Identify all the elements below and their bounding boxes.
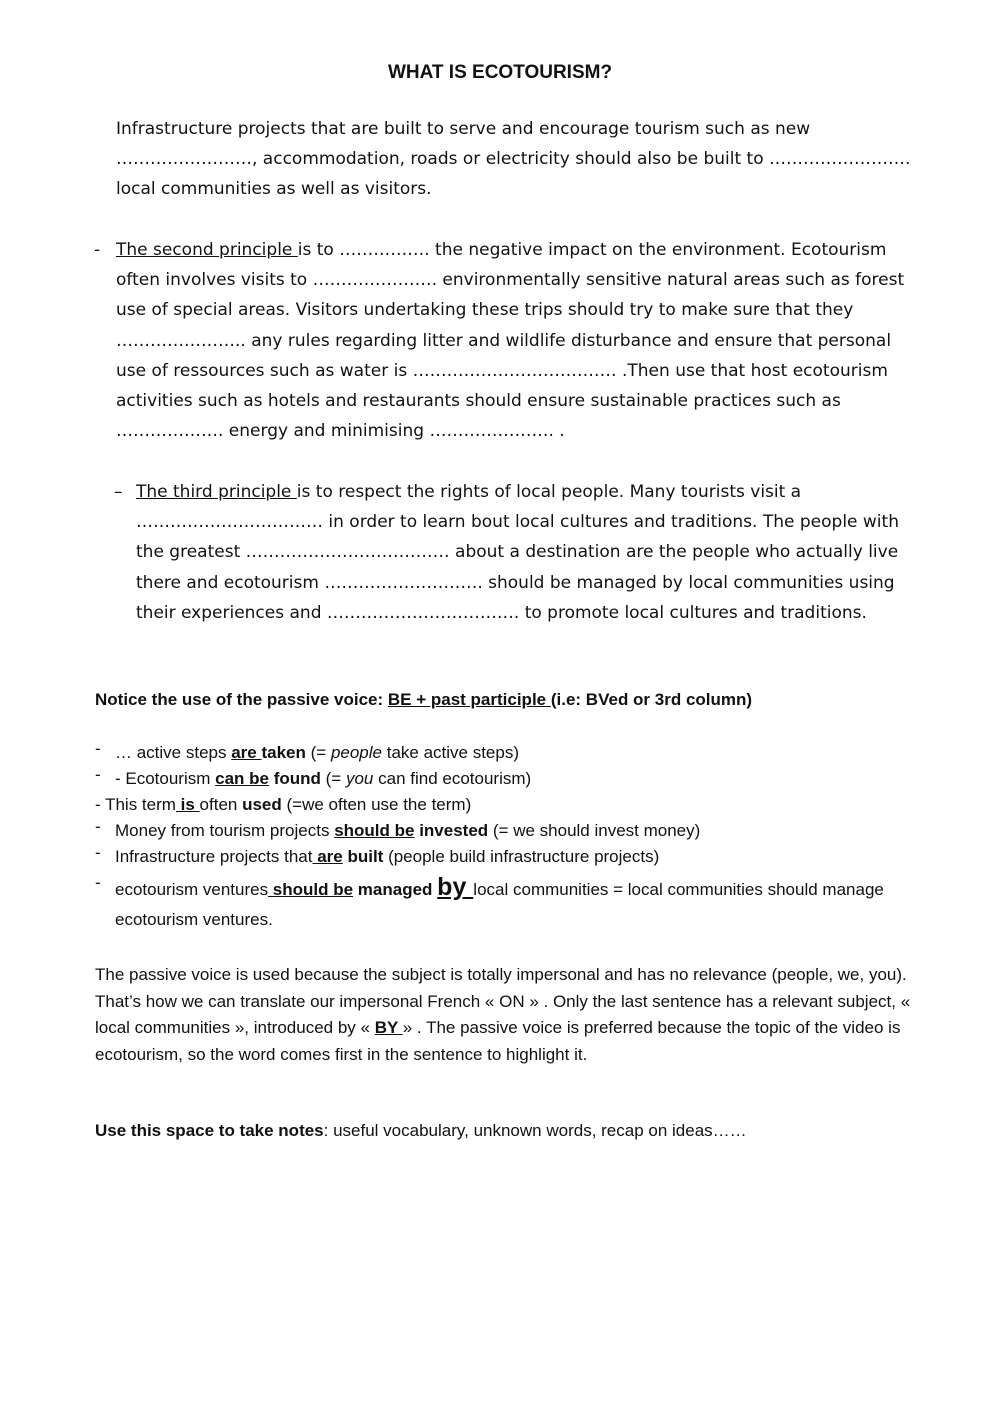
list-item: [95, 740, 915, 766]
notice-prefix: Notice the use of the passive voice:: [95, 690, 388, 709]
example-auxiliary: should be: [268, 880, 354, 899]
example-text: take active steps): [382, 743, 520, 762]
list-item: [95, 792, 915, 818]
list-item: [95, 844, 915, 870]
third-principle-section: [114, 477, 914, 628]
list-dash: -: [95, 739, 101, 758]
example-text: ecotourism ventures: [115, 880, 269, 899]
example-participle: taken: [261, 743, 306, 762]
list-dash: -: [94, 240, 101, 260]
example-text: - This term: [95, 795, 176, 814]
example-auxiliary: are: [231, 743, 262, 762]
explanation-text: » . The passive voice is preferred because the topic of the video is ecotourism, so the word comes first in the sentence to highlight it.: [95, 1018, 901, 1064]
example-agent-by: by: [437, 873, 474, 901]
notice-suffix: (i.e: BVed or 3rd column): [550, 690, 753, 709]
example-text: … active steps: [115, 743, 232, 762]
explanation-text: The passive voice is used because the subject is totally impersonal and has no relevance (people, we, you). That’s how we can translate our impersonal French « ON » . Only the last sentence has a relevant subject, « local communities », introduced by «: [95, 965, 911, 1037]
example-text: (=: [320, 769, 346, 788]
example-text: often: [199, 795, 243, 814]
third-principle-label: The third principle: [136, 482, 297, 502]
list-dash: -: [95, 765, 101, 784]
notes-prompt: [95, 1121, 747, 1141]
example-text: local communities = local communities should manage ecotourism ventures.: [115, 880, 884, 929]
list-item: [95, 818, 915, 844]
example-text: (people build infrastructure projects): [383, 847, 660, 866]
example-auxiliary: can be: [215, 769, 269, 788]
intro-paragraph: Infrastructure projects that are built to serve and encourage tourism such as new ……………………, accommodation, roads or electricity should also be built to ……………………. local communities as well as visitors.: [116, 119, 911, 200]
second-principle-section: [94, 235, 914, 446]
second-principle-text: [116, 235, 914, 446]
explanation-paragraph: [95, 962, 915, 1068]
example-subject: people: [330, 743, 382, 762]
example-text: Infrastructure projects that: [115, 847, 313, 866]
example-text: (= we should invest money): [488, 821, 701, 840]
list-dash: –: [114, 482, 123, 502]
example-text: Money from tourism projects: [115, 821, 335, 840]
example-auxiliary: are: [312, 847, 343, 866]
explanation-by: BY: [374, 1018, 403, 1037]
third-principle-body: is to respect the rights of local people. Many tourists visit a …………………………… in order to learn bout local cultures and traditions. The people with the greatest ……………………………… about a destination are the people who actually live there and ecotourism ………………………. should be managed by local communities using their experiences and ……………………………. to promote local cultures and traditions.: [136, 482, 899, 623]
example-participle: built: [342, 847, 384, 866]
list-item: [95, 766, 915, 792]
example-participle: used: [242, 795, 282, 814]
third-principle-text: [136, 477, 914, 628]
example-text: can find ecotourism): [373, 769, 532, 788]
passive-voice-notice: [95, 690, 752, 710]
notice-formula: BE + past participle: [387, 690, 551, 709]
list-dash: -: [95, 817, 101, 836]
page-title: WHAT IS ECOTOURISM?: [387, 62, 613, 83]
notes-label: Use this space to take notes: [95, 1121, 324, 1140]
second-principle-body: is to ……………. the negative impact on the environment. Ecotourism often involves visits to …………………. environmentally sensitive natural areas such as forest use of special areas. Visitors undertaking these trips should try to make sure that they ………………….. any rules regarding litter and wildlife disturbance and ensure that personal use of ressources such as water is ……………………………… .Then use that host ecotourism activities such as hotels and restaurants should ensure sustainable practices such as ………………. energy and minimising …………………. .: [116, 240, 905, 442]
example-subject: you: [345, 769, 374, 788]
example-participle: managed: [353, 880, 438, 899]
example-text: (=we often use the term): [281, 795, 472, 814]
example-text: (=: [305, 743, 331, 762]
example-auxiliary: should be: [334, 821, 415, 840]
list-item: [95, 872, 915, 935]
example-participle: found: [269, 769, 321, 788]
example-text: - Ecotourism: [115, 769, 216, 788]
list-dash: -: [95, 843, 101, 862]
example-participle: invested: [414, 821, 489, 840]
list-dash: -: [95, 873, 101, 892]
example-auxiliary: is: [175, 795, 200, 814]
second-principle-label: The second principle: [116, 240, 298, 260]
notes-text: : useful vocabulary, unknown words, recap on ideas……: [323, 1121, 747, 1140]
passive-examples-list: [95, 740, 915, 935]
